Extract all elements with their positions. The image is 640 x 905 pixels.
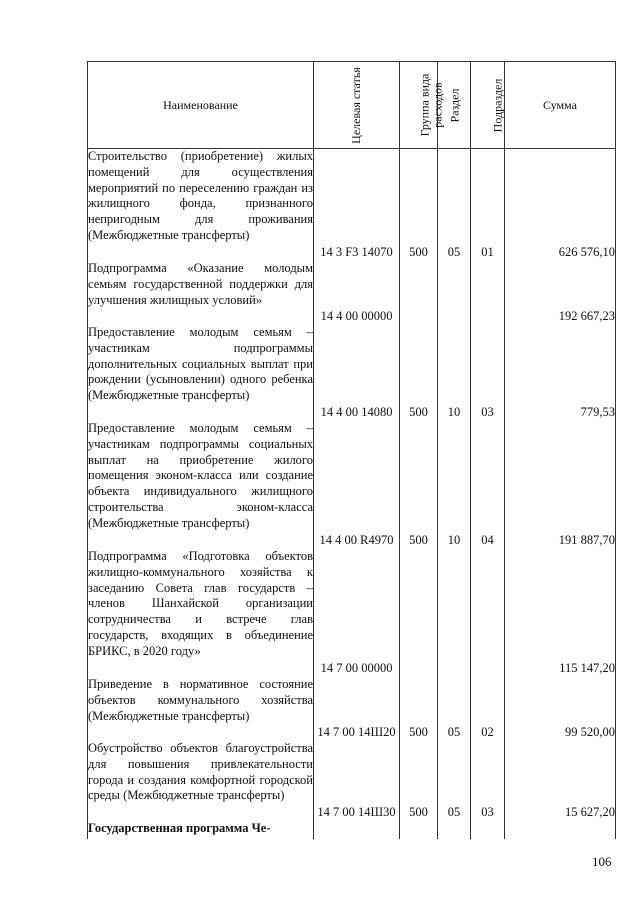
row-section [438,549,471,677]
row-name: Предоставление молодым семьям – участникам подпрограммы социальных выплат на приобретение жилого помещения эконом-класса или создание объекта индивидуального жилищного строительства эконом-класса (Межбюджетные трансферты) [88,421,314,549]
row-sum: 99 520,00 [505,677,616,741]
table-row [88,325,616,421]
row-name: Строительство (приобретение) жилых помещений для осуществления мероприятий по переселению граждан из жилищного фонда, признанного непригодным для проживания (Межбюджетные трансферты) [88,149,314,262]
table-row [88,261,616,325]
row-section: 10 [438,325,471,421]
row-section [438,261,471,325]
row-subsection: 02 [471,677,505,741]
row-subsection: 04 [471,421,505,549]
header-name: Наименование [88,62,314,149]
row-sum: 779,53 [505,325,616,421]
row-group: 500 [400,677,438,741]
row-section: 05 [438,677,471,741]
row-group: 500 [400,149,438,262]
row-section: 05 [438,741,471,821]
row-group: 500 [400,741,438,821]
header-sum: Сумма [505,62,616,149]
row-code: 14 7 00 00000 [314,549,400,677]
row-sum: 115 147,20 [505,549,616,677]
row-name: Предоставление молодым семьям – участникам подпрограммы дополнительных социальных выплат при рождении (усыновлении) одного ребенка (Межбюджетные трансферты) [88,325,314,421]
row-code: 14 4 00 14080 [314,325,400,421]
row-code: 14 7 00 14Ш30 [314,741,400,821]
row-code: 14 4 00 00000 [314,261,400,325]
table-row [88,421,616,549]
row-group [400,821,438,839]
row-subsection [471,261,505,325]
row-group: 500 [400,325,438,421]
row-subsection: 03 [471,325,505,421]
row-code: 14 4 00 R4970 [314,421,400,549]
row-name: Государственная программа Че- [88,821,314,839]
header-subsection: Подраздел [471,62,505,149]
row-group [400,261,438,325]
row-name: Подпрограмма «Оказание молодым семьям государственной поддержки для улучшения жилищных условий» [88,261,314,325]
budget-table [87,61,616,839]
row-subsection [471,821,505,839]
row-section: 10 [438,421,471,549]
row-section [438,821,471,839]
row-code: 14 3 F3 14070 [314,149,400,262]
row-subsection: 01 [471,149,505,262]
row-group: 500 [400,421,438,549]
row-sum: 192 667,23 [505,261,616,325]
row-name: Обустройство объектов благоустройства для повышения привлекательности города и создания комфортной городской среды (Межбюджетные трансферты) [88,741,314,821]
header-row [88,62,616,149]
header-section: Раздел [438,62,471,149]
row-code [314,821,400,839]
row-sum: 15 627,20 [505,741,616,821]
row-subsection: 03 [471,741,505,821]
row-sum: 191 887,70 [505,421,616,549]
header-group: Группа вида расходов [400,62,438,149]
table-row [88,821,616,839]
row-code: 14 7 00 14Ш20 [314,677,400,741]
table-row [88,549,616,677]
page-number: 106 [592,854,612,869]
header-target: Целевая статья [314,62,400,149]
table-row [88,741,616,821]
table-row [88,677,616,741]
row-name: Подпрограмма «Подготовка объектов жилищно-коммунального хозяйства к заседанию Совета глав государств – членов Шанхайской организации сотрудничества и встрече глав государств, входящих в объединение БРИКС, в 2020 году» [88,549,314,677]
row-sum: 626 576,10 [505,149,616,262]
row-name: Приведение в нормативное состояние объектов коммунального хозяйства (Межбюджетные трансферты) [88,677,314,741]
row-section: 05 [438,149,471,262]
row-subsection [471,549,505,677]
row-sum [505,821,616,839]
row-group [400,549,438,677]
table-row [88,149,616,262]
